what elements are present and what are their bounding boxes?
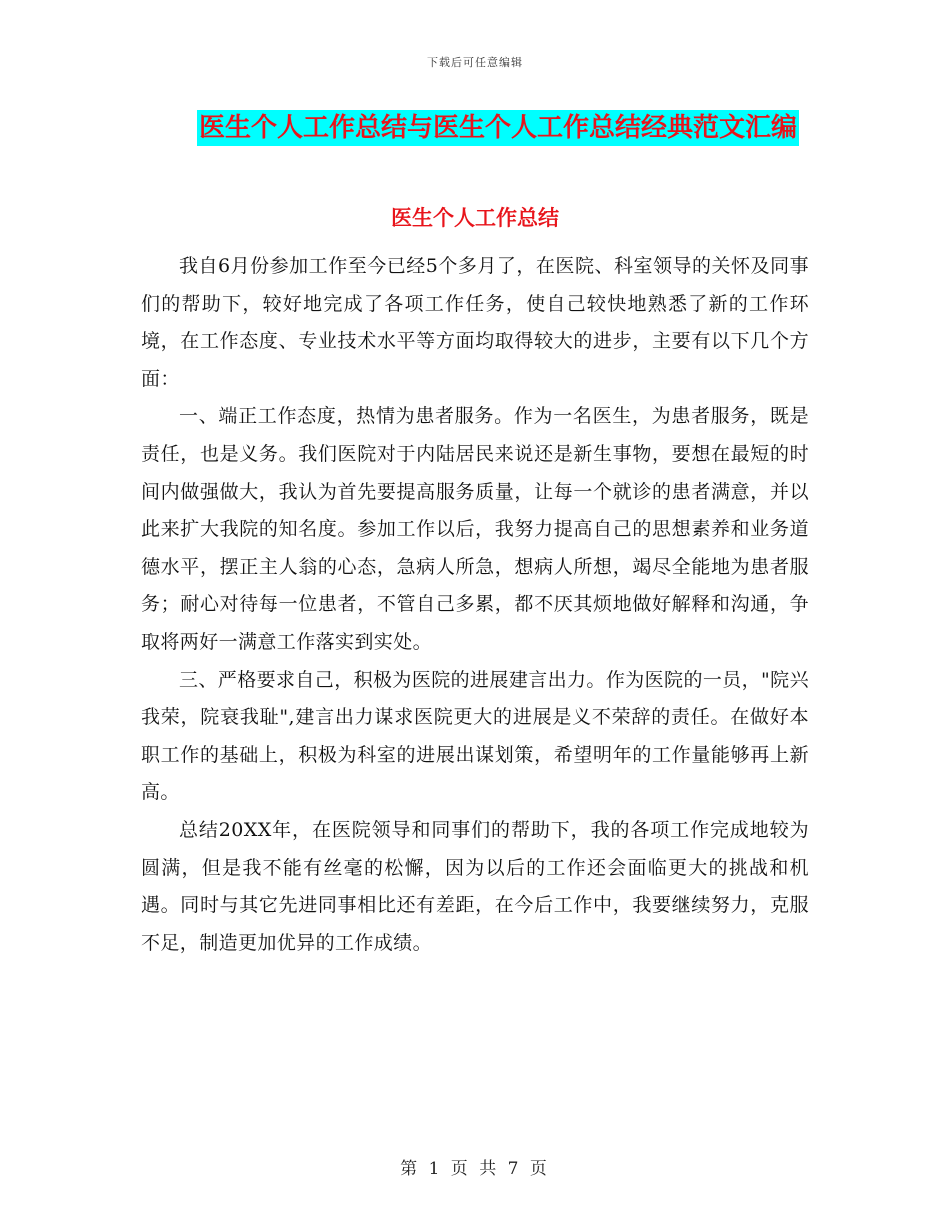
main-title-container: [0, 110, 950, 146]
paragraph-summary: 总结20XX年，在医院领导和同事们的帮助下，我的各项工作完成地较为圆满，但是我不能有丝毫的松懈，因为以后的工作还会面临更大的挑战和机遇。同时与其它先进同事相比还有差距，在今后工作中，我要继续努力，克服不足，制造更加优异的工作成绩。: [141, 818, 809, 954]
paragraph-attitude: 一、端正工作态度，热情为患者服务。作为一名医生，为患者服务，既是责任，也是义务。我们医院对于内陆居民来说还是新生事物，要想在最短的时间内做强做大，我认为首先要提高服务质量，让每一个就诊的患者满意，并以此来扩大我院的知名度。参加工作以后，我努力提高自己的思想素养和业务道德水平，摆正主人翁的心态，急病人所急，想病人所想，竭尽全能地为患者服务；耐心对待每一位患者，不管自己多累，都不厌其烦地做好解释和沟通，争取将两好一满意工作落实到实处。: [141, 405, 809, 653]
paragraph-strict-requirements: 三、严格要求自己，积极为医院的进展建言出力。作为医院的一员，"院兴我荣，院衰我耻",建言出力谋求医院更大的进展是义不荣辞的责任。在做好本职工作的基础上，积极为科室的进展出谋划策，希望明年的工作量能够再上新高。: [141, 668, 809, 804]
document-body: [141, 248, 809, 962]
header-note: 下载后可任意编辑: [427, 56, 523, 69]
page-footer: 第 1 页 共 7 页: [400, 1159, 550, 1179]
main-title: 医生个人工作总结与医生个人工作总结经典范文汇编: [197, 110, 799, 146]
paragraph-intro: 我自6月份参加工作至今已经5个多月了，在医院、科室领导的关怀及同事们的帮助下，较好地完成了各项工作任务，使自己较快地熟悉了新的工作环境，在工作态度、专业技术水平等方面均取得较大的进步，主要有以下几个方面：: [141, 255, 809, 390]
section-title: 医生个人工作总结: [391, 206, 559, 230]
